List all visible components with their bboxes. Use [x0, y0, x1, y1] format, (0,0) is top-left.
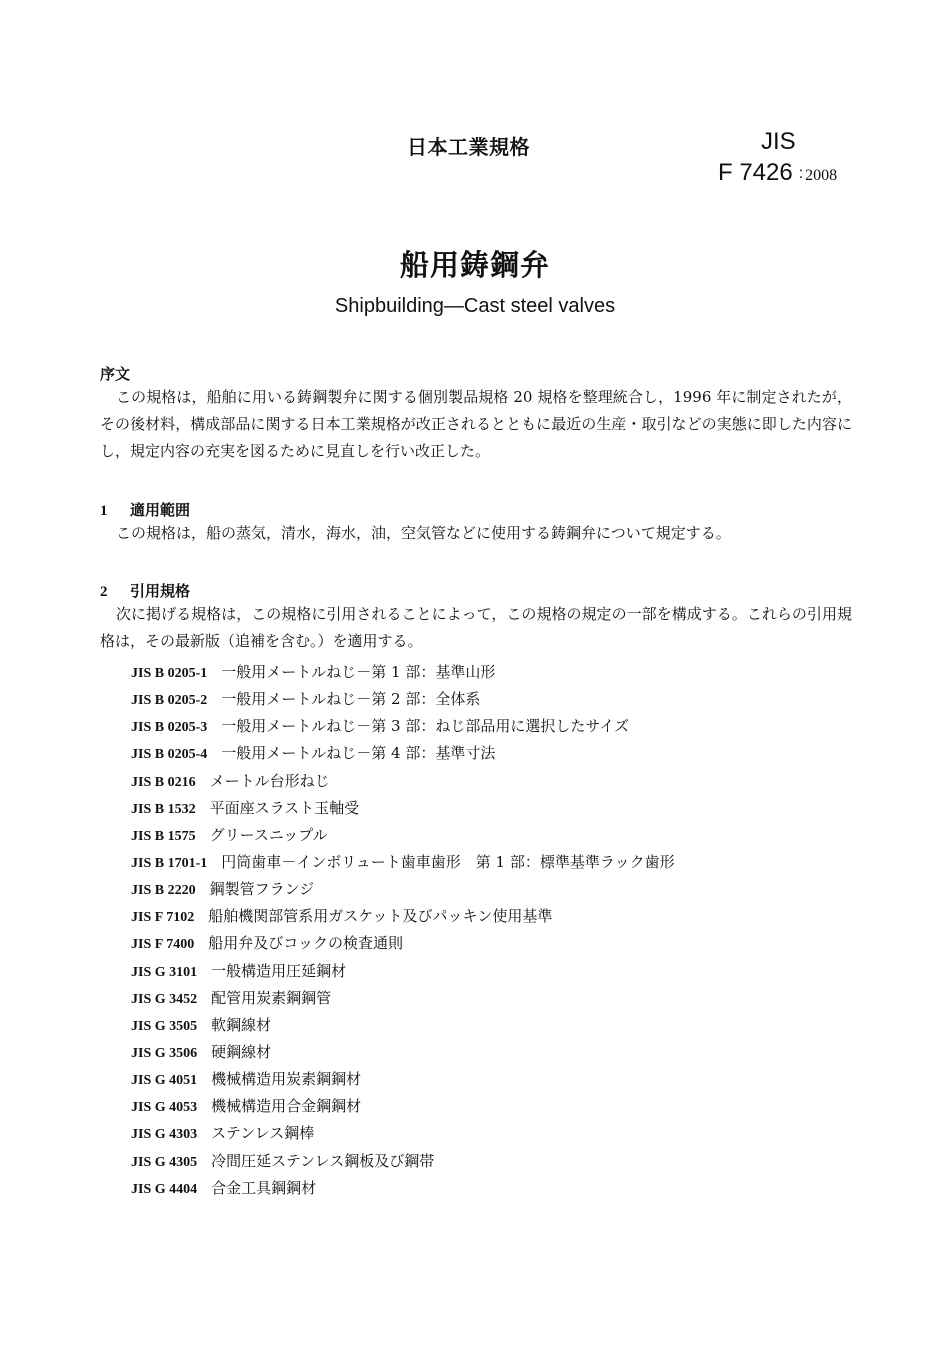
reference-code: JIS B 1532: [131, 801, 196, 817]
reference-code: JIS B 1701-1: [131, 855, 208, 871]
reference-item: [131, 713, 675, 740]
reference-item: [131, 1093, 675, 1120]
reference-code: JIS B 1575: [131, 828, 196, 844]
reference-title: 平面座スラスト玉軸受: [209, 798, 360, 817]
reference-title: メートル台形ねじ: [209, 771, 330, 790]
reference-code: JIS G 3101: [131, 964, 198, 980]
reference-item: [131, 768, 675, 795]
section-2-text: 次に掲げる規格は，この規格に引用されることによって，この規格の規定の一部を構成する。これらの引用規格は，その最新版（追補を含む。）を適用する。: [100, 605, 852, 650]
reference-code: JIS F 7400: [131, 937, 195, 953]
reference-title: 円筒歯車－インボリュート歯車歯形 第 1 部：標準基準ラック歯形: [221, 852, 675, 871]
reference-title: 一般構造用圧延鋼材: [211, 961, 347, 980]
reference-code: JIS G 3452: [131, 991, 198, 1007]
reference-item: [131, 686, 675, 713]
section-2-number: 2: [100, 584, 108, 600]
reference-title: 配管用炭素鋼鋼管: [211, 988, 332, 1007]
reference-item: [131, 849, 675, 876]
reference-item: [131, 659, 675, 686]
normative-references-list: [131, 659, 675, 1202]
reference-title: ステンレス鋼棒: [211, 1124, 315, 1143]
reference-code: JIS G 4404: [131, 1181, 198, 1197]
reference-code: JIS G 4051: [131, 1073, 198, 1089]
reference-title: 軟鋼線材: [211, 1015, 272, 1034]
reference-item: [131, 1175, 675, 1202]
reference-item: [131, 795, 675, 822]
preface-text: この規格は，船舶に用いる鋳鋼製弁に関する個別製品規格 20 規格を整理統合し，1996 年に制定されたが，その後材料，構成部品に関する日本工業規格が改正されるとともに最近の生産・取引などの実態に即した内容にし，規定内容の充実を図るために見直しを行い改正した。: [100, 388, 852, 460]
reference-item: [131, 1148, 675, 1175]
document-title-japanese: 船用鋳鋼弁: [399, 248, 550, 282]
reference-code: JIS B 0205-3: [131, 720, 208, 736]
reference-title: 一般用メートルねじ－第 4 部：基準寸法: [221, 744, 496, 763]
reference-code: JIS G 4303: [131, 1127, 198, 1143]
reference-title: 機械構造用合金鋼鋼材: [211, 1097, 362, 1116]
reference-title: 船用弁及びコックの検査通則: [208, 934, 403, 953]
reference-code: JIS B 0205-1: [131, 666, 208, 681]
reference-title: 一般用メートルねじ－第 3 部：ねじ部品用に選択したサイズ: [221, 717, 630, 736]
reference-code: JIS B 0216: [131, 774, 196, 790]
standard-separator: :: [798, 165, 804, 182]
reference-code: JIS F 7102: [131, 910, 195, 926]
standard-number: F 7426: [718, 159, 793, 186]
section-1-text: この規格は，船の蒸気，清水，海水，油，空気管などに使用する鋳鋼弁について規定する。: [116, 524, 731, 542]
reference-title: 冷間圧延ステンレス鋼板及び鋼帯: [211, 1151, 435, 1170]
standard-prefix: JIS: [761, 128, 796, 155]
section-1-heading: [100, 499, 190, 520]
reference-code: JIS G 3506: [131, 1045, 198, 1061]
reference-code: JIS B 2220: [131, 883, 196, 899]
reference-item: [131, 822, 675, 849]
reference-item: [131, 1066, 675, 1093]
document-title-english: Shipbuilding—Cast steel valves: [334, 295, 616, 317]
issuing-organization: 日本工業規格: [407, 135, 530, 159]
reference-code: JIS G 4305: [131, 1154, 198, 1170]
reference-code: JIS G 4053: [131, 1100, 198, 1116]
reference-item: [131, 930, 675, 957]
reference-code: JIS B 0205-4: [131, 747, 208, 763]
reference-item: [131, 876, 675, 903]
reference-item: [131, 740, 675, 767]
reference-title: 一般用メートルねじ－第 2 部：全体系: [221, 690, 481, 709]
standard-year: 2008: [805, 167, 838, 184]
reference-title: 一般用メートルねじ－第 1 部：基準山形: [221, 663, 496, 681]
section-1-number: 1: [100, 503, 108, 519]
standard-designation: [718, 159, 837, 187]
reference-title: 硬鋼線材: [211, 1042, 272, 1061]
reference-item: [131, 1012, 675, 1039]
reference-item: [131, 1039, 675, 1066]
reference-code: JIS G 3505: [131, 1018, 198, 1034]
preface-heading: 序文: [100, 365, 131, 383]
reference-title: 機械構造用炭素鋼鋼材: [211, 1070, 362, 1089]
reference-title: グリースニップル: [209, 825, 328, 844]
reference-item: [131, 985, 675, 1012]
section-1-title: 適用範囲: [130, 501, 191, 519]
section-2-heading: [100, 580, 190, 601]
reference-code: JIS B 0205-2: [131, 693, 208, 709]
section-2-title: 引用規格: [130, 582, 191, 600]
reference-title: 鋼製管フランジ: [209, 880, 315, 899]
reference-title: 船舶機関部管系用ガスケット及びパッキン使用基準: [208, 907, 553, 926]
reference-item: [131, 958, 675, 985]
reference-title: 合金工具鋼鋼材: [211, 1178, 317, 1197]
reference-item: [131, 903, 675, 930]
reference-item: [131, 1120, 675, 1147]
